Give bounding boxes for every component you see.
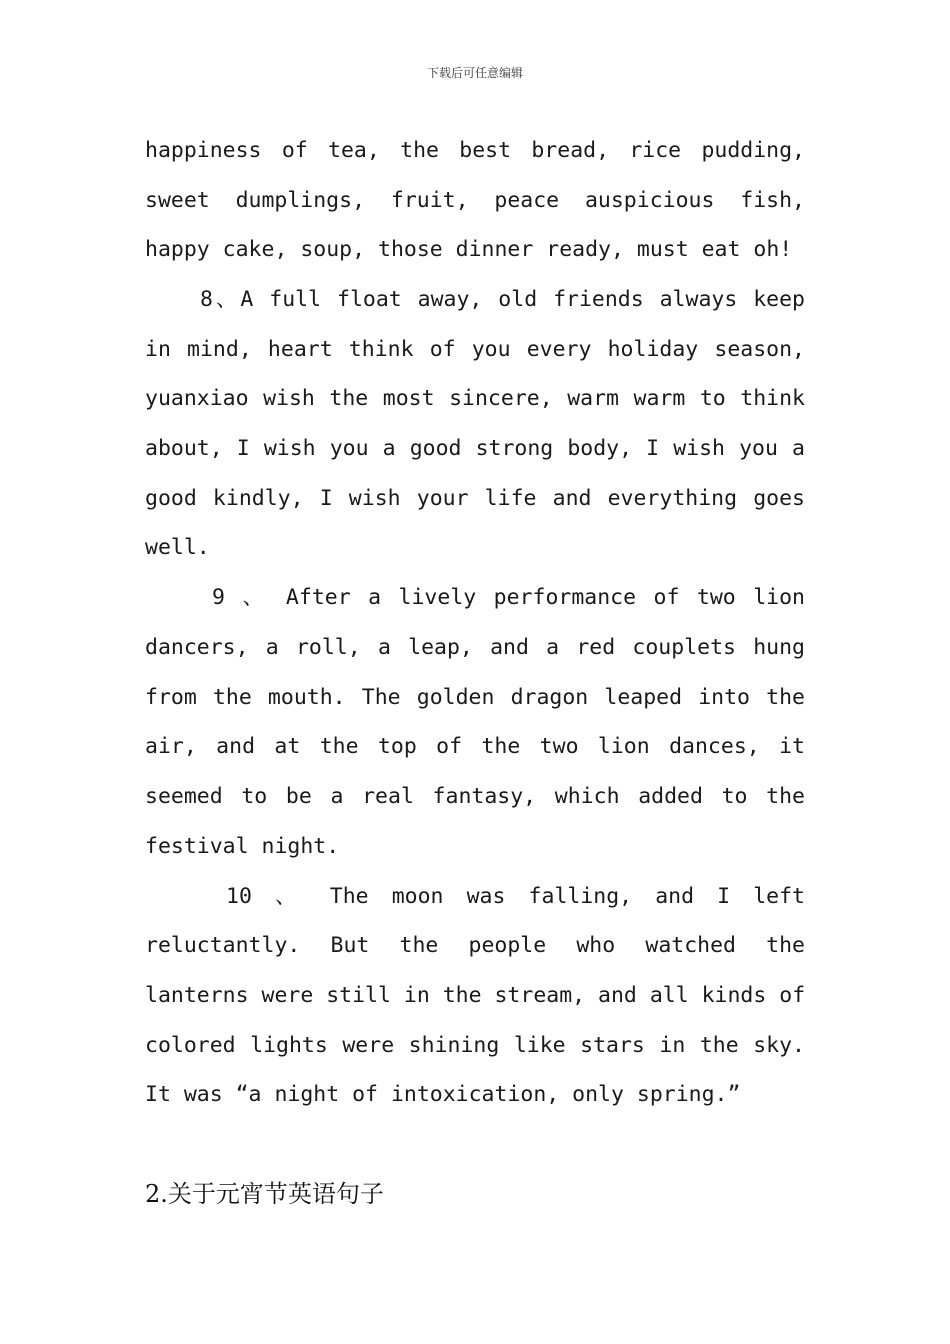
text-line: sweet dumplings, fruit, peace auspicious fish, bbox=[145, 188, 805, 213]
text-line: reluctantly. But the people who watched the bbox=[145, 933, 805, 958]
text-line: lanterns were still in the stream, and all kinds of bbox=[145, 983, 806, 1008]
text-line: in mind, heart think of you every holiday season, bbox=[145, 337, 805, 362]
text-line: happiness of tea, the best bread, rice pudding, bbox=[145, 138, 805, 163]
text-line: seemed to be a real fantasy, which added to the bbox=[145, 784, 805, 809]
text-line: from the mouth. The golden dragon leaped into the bbox=[145, 685, 805, 710]
text-line: It was “a night of intoxication, only spring.” bbox=[145, 1082, 741, 1107]
section-heading: 2.关于元宵节英语句子 bbox=[145, 1180, 384, 1208]
text-line: festival night. bbox=[145, 834, 340, 859]
text-line: 10 、 The moon was falling, and I left bbox=[226, 884, 805, 909]
text-line: about, I wish you a good strong body, I wish you a bbox=[145, 436, 805, 461]
text-line: well. bbox=[145, 535, 210, 560]
text-line: 8、A full float away, old friends always keep bbox=[200, 287, 805, 312]
text-line: good kindly, I wish your life and everything goes bbox=[145, 486, 805, 511]
text-line: dancers, a roll, a leap, and a red couplets hung bbox=[145, 635, 805, 660]
page-header-note: 下载后可任意编辑 bbox=[426, 66, 523, 80]
text-line: happy cake, soup, those dinner ready, must eat oh! bbox=[145, 237, 793, 262]
text-line: yuanxiao wish the most sincere, warm warm to think bbox=[145, 386, 805, 411]
text-line: 9 、 After a lively performance of two lion bbox=[212, 585, 805, 610]
text-line: air, and at the top of the two lion dances, it bbox=[145, 734, 805, 759]
text-line: colored lights were shining like stars in the sky. bbox=[145, 1033, 805, 1058]
